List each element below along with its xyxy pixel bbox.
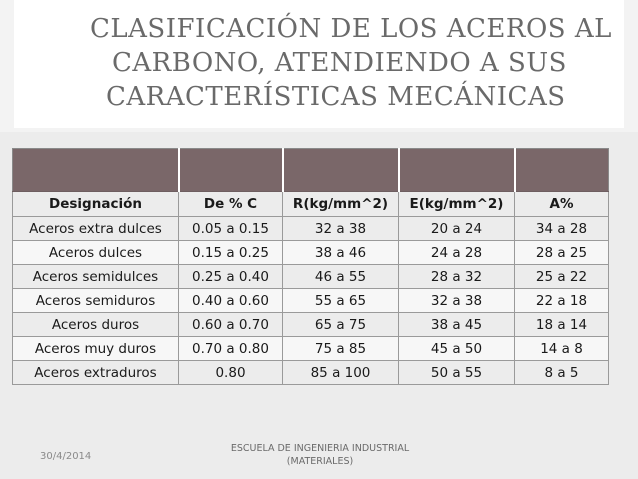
table-cell: 0.70 a 0.80 xyxy=(179,337,283,361)
table-row xyxy=(13,337,609,361)
footer-date: 30/4/2014 xyxy=(40,451,92,462)
table-cell: 75 a 85 xyxy=(283,337,399,361)
table-cell: Aceros semiduros xyxy=(13,289,179,313)
table-cell: 28 a 32 xyxy=(399,265,515,289)
table-cell: 34 a 28 xyxy=(515,217,609,241)
title-area xyxy=(14,0,624,128)
table-cell: 38 a 46 xyxy=(283,241,399,265)
title-line-1: CLASIFICACIÓN DE LOS ACEROS AL xyxy=(90,14,612,44)
table-row xyxy=(13,265,609,289)
steel-classification-table xyxy=(12,148,609,385)
column-header-designacion: Designación xyxy=(13,192,179,217)
table-cell: 85 a 100 xyxy=(283,361,399,385)
table-cell: Aceros extraduros xyxy=(13,361,179,385)
table-cell: 65 a 75 xyxy=(283,313,399,337)
column-header-elongation: A% xyxy=(515,192,609,217)
table-cell: 24 a 28 xyxy=(399,241,515,265)
table-cell: 22 a 18 xyxy=(515,289,609,313)
column-header-carbon: De % C xyxy=(179,192,283,217)
slide-title xyxy=(74,12,614,114)
table-cell: 0.15 a 0.25 xyxy=(179,241,283,265)
table-cell: 25 a 22 xyxy=(515,265,609,289)
footer-school-line-2: (MATERIALES) xyxy=(286,456,354,467)
title-line-2: CARBONO, ATENDIENDO A SUS xyxy=(112,48,567,78)
footer-school-line-1: ESCUELA DE INGENIERIA INDUSTRIAL xyxy=(230,443,410,454)
header-band-cell xyxy=(13,149,179,192)
table-row xyxy=(13,313,609,337)
table-cell: 38 a 45 xyxy=(399,313,515,337)
table-cell: 0.60 a 0.70 xyxy=(179,313,283,337)
table-cell: Aceros semidulces xyxy=(13,265,179,289)
table-cell: Aceros dulces xyxy=(13,241,179,265)
table-cell: Aceros extra dulces xyxy=(13,217,179,241)
table-cell: Aceros duros xyxy=(13,313,179,337)
table-cell: 0.25 a 0.40 xyxy=(179,265,283,289)
header-band-cell xyxy=(283,149,399,192)
table-cell: 45 a 50 xyxy=(399,337,515,361)
table-row xyxy=(13,241,609,265)
table-cell: Aceros muy duros xyxy=(13,337,179,361)
table-cell: 0.80 xyxy=(179,361,283,385)
table-row xyxy=(13,289,609,313)
footer-school xyxy=(215,442,425,468)
table-cell: 14 a 8 xyxy=(515,337,609,361)
table-row xyxy=(13,361,609,385)
table-row xyxy=(13,217,609,241)
table-cell: 20 a 24 xyxy=(399,217,515,241)
table-cell: 18 a 14 xyxy=(515,313,609,337)
header-band-cell xyxy=(515,149,609,192)
header-band-cell xyxy=(179,149,283,192)
table-cell: 46 a 55 xyxy=(283,265,399,289)
table-cell: 55 a 65 xyxy=(283,289,399,313)
table-cell: 32 a 38 xyxy=(399,289,515,313)
title-line-3: CARACTERÍSTICAS MECÁNICAS xyxy=(106,82,566,112)
column-header-elastic-limit: E(kg/mm^2) xyxy=(399,192,515,217)
header-band-cell xyxy=(399,149,515,192)
table-cell: 8 a 5 xyxy=(515,361,609,385)
column-header-resistance: R(kg/mm^2) xyxy=(283,192,399,217)
table-cell: 0.05 a 0.15 xyxy=(179,217,283,241)
table-header-row xyxy=(13,192,609,217)
table-cell: 0.40 a 0.60 xyxy=(179,289,283,313)
table-cell: 28 a 25 xyxy=(515,241,609,265)
table-header-band xyxy=(13,149,609,192)
table-cell: 50 a 55 xyxy=(399,361,515,385)
table-cell: 32 a 38 xyxy=(283,217,399,241)
